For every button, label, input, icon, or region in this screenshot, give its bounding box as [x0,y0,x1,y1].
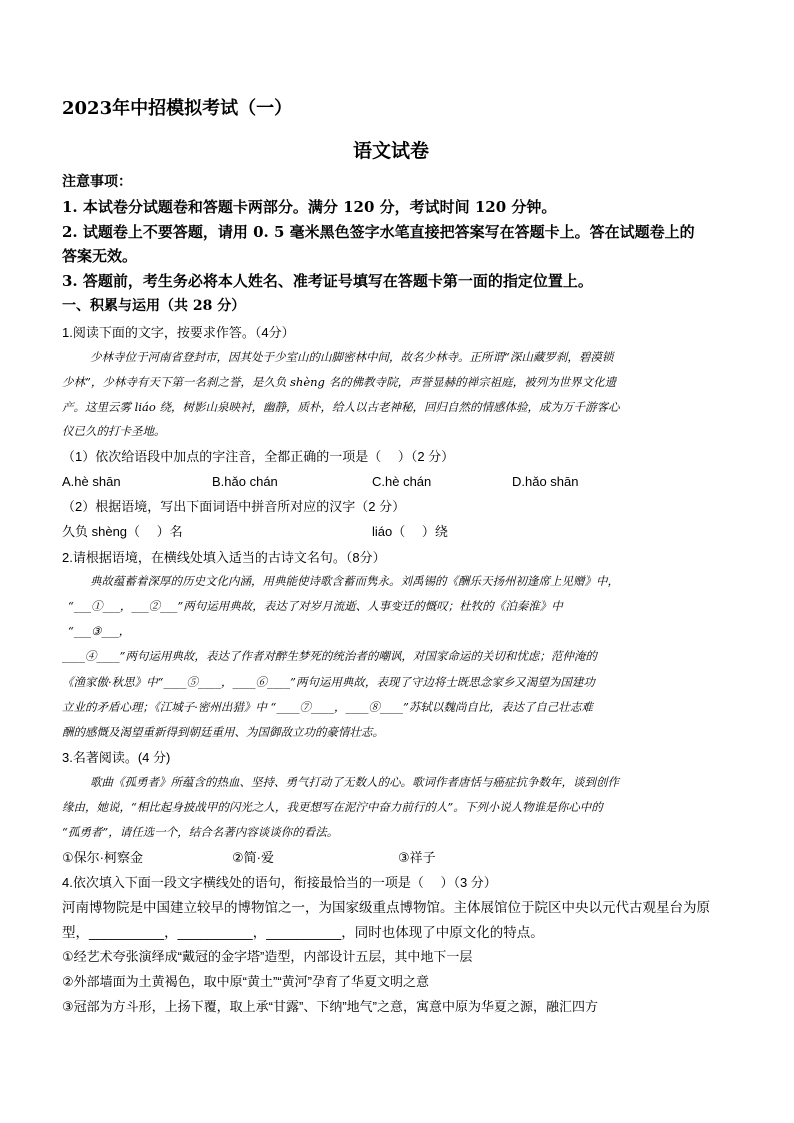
q2-line-4 [62,651,597,663]
comma: ， [118,624,131,638]
notice-item-2-line-2: 答案无效。 [62,247,138,265]
q1-fill-2: liáo（ ）绕 [372,524,448,539]
q4-blank-2[interactable]: __________ [177,925,253,940]
q1-option-a: A.hè shān [62,474,121,489]
q2-line-5 [62,677,595,689]
blank-5[interactable]: ____⑤____ [163,675,222,689]
q4-sep-2: ， [252,925,267,940]
q1-stem: 1.阅读下面的文字，按要求作答。（4分） [62,325,295,340]
q2-stem: 2.请根据语境，在横线处填入适当的古诗文名句。（8分） [62,550,386,565]
q4-sentence-1: ①经艺术夸张演绎成“戴冠的金字塔”造型，内部设计五层，其中地下一层 [62,949,473,964]
q4-passage-line-2 [62,926,544,940]
q1-option-b: B.hǎo chán [212,474,278,489]
q1-passage-line-4: 仪已久的打卡圣地。 [62,424,166,438]
notice-item-2-line-1: 2. 试题卷上不要答题，请用 0. 5 毫米黑色签字水笔直接把答案写在答题卡上。答在试题卷上的 [62,223,695,241]
comma: ， [333,700,346,714]
q4-blank-3[interactable]: __________ [266,925,342,940]
section-1-title: 一、积累与运用（共 28 分） [62,298,246,314]
q3-option-2: ②简·爱 [232,850,274,865]
q1-option-c: C.hè chán [372,474,432,489]
open-quote: “ [68,624,74,638]
q3-passage-line-1: 歌曲《孤勇者》所蕴含的热血、坚持、勇气打动了无数人的心。歌词作者唐恬与癌症抗争数年，谈到创作 [90,775,619,789]
notice-item-3: 3. 答题前，考生务必将本人姓名、准考证号填写在答题卡第一面的指定位置上。 [62,272,593,290]
q3-option-1: ①保尔·柯察金 [62,850,143,865]
blank-4[interactable]: ____④____ [62,649,120,663]
blank-3[interactable]: ___③___ [73,624,119,638]
q4-line-2-rest: ，同时也体现了中原文化的特点。 [341,925,544,940]
q1-passage-line-1: 少林寺位于河南省登封市，因其处于少室山的山脚密林中间，故名少林寺。正所谓“深山藏罗刹，碧漠锁 [90,350,614,364]
q3-passage-line-3: “孤勇者”，请任选一个，结合名著内容谈谈你的看法。 [62,825,339,839]
q4-blank-1[interactable]: __________ [89,925,165,940]
q2-line-5-rest: ”两句运用典故，表现了守边将士既思念家乡又渴望为国建功 [290,675,595,689]
q1-option-d: D.hǎo shān [512,474,579,489]
exam-title: 2023年中招模拟考试（一） [62,98,293,119]
notice-heading: 注意事项： [62,174,132,190]
q4-sentence-2: ②外部墙面为土黄褐色，取中原“黄土”“黄河”孕育了华夏文明之意 [62,974,429,989]
q3-option-3: ③祥子 [398,850,436,865]
q2-line-2 [68,601,563,613]
open-quote: “ [68,599,74,613]
blank-1[interactable]: ___①___ [73,599,120,613]
q1-fill-1: 久负 shèng（ ）名 [62,524,183,539]
q2-line-6 [62,702,593,714]
q2-line-3 [68,626,130,638]
q2-line-6-rest: ”苏轼以魏尚自比，表达了自己壮志难 [402,700,593,714]
q2-line-7: 酬的感慨及渴望重新得到朝廷重用、为国御敌立功的豪情壮志。 [62,725,384,739]
paper-title: 语文试卷 [353,140,430,162]
q2-line-6-pre: 立业的矛盾心理；《江城子·密州出猎》中 “ [62,700,277,714]
q4-passage-line-1: 河南博物院是中国建立较早的博物馆之一，为国家级重点博物馆。主体展馆位于院区中央以元代古观星台为原 [62,900,710,915]
q2-line-4-rest: ”两句运用典故，表达了作者对醉生梦死的统治者的嘲讽，对国家命运的关切和忧虑；范仲淹的 [119,649,597,663]
blank-8[interactable]: ____⑧____ [345,700,403,714]
notice-item-1: 1. 本试卷分试题卷和答题卡两部分。满分 120 分，考试时间 120 分钟。 [62,198,557,216]
q4-stem: 4.依次填入下面一段文字横线处的语句，衔接最恰当的一项是（ ）（3 分） [62,875,497,890]
q4-line-2-pre: 型， [62,925,89,940]
comma: ， [119,599,132,613]
q1-sub2: （2）根据语境，写出下面词语中拼音所对应的汉字（2 分） [62,499,406,514]
q3-passage-line-2: 缘由，她说，“相比起身披战甲的闪光之人，我更想写在泥泞中奋力前行的人”。下列小说人物谁是你心中的 [62,800,603,814]
comma: ， [221,675,233,689]
q1-passage-line-3: 产。这里云雾 liáo 绕，树影山泉映衬，幽静，质朴，给人以古老神秘，回归自然的情感体验，成为万千游客心 [62,400,620,414]
blank-2[interactable]: ___②___ [131,599,178,613]
q1-passage-line-2: 少林”，少林寺有天下第一名刹之誉，是久负 shèng 名的佛教寺院，声誉显赫的禅宗祖庭，被列为世界文化遗 [62,375,617,389]
blank-6[interactable]: ____⑥____ [232,675,291,689]
q2-passage-line-1: 典故蕴蓄着深厚的历史文化内涵，用典能使诗歌含蓄而隽永。刘禹锡的《酬乐天扬州初逢席上见赠》中， [90,574,619,588]
q4-sentence-3: ③冠部为方斗形，上扬下覆，取上承“甘露”、下纳”地气”之意，寓意中原为华夏之源，融汇四方 [62,999,598,1014]
q4-sep-1: ， [164,925,178,940]
q3-stem: 3.名著阅读。(4 分) [62,750,171,765]
q2-line-5-pre: 《渔家傲·秋思》中“ [62,675,164,689]
q2-line-2-rest: ”两句运用典故，表达了对岁月流逝、人事变迁的慨叹；杜牧的《泊秦淮》中 [177,599,563,613]
blank-7[interactable]: ____⑦____ [276,700,334,714]
q1-sub1: （1）依次给语段中加点的字注音，全都正确的一项是（ ）（2 分） [62,449,455,464]
